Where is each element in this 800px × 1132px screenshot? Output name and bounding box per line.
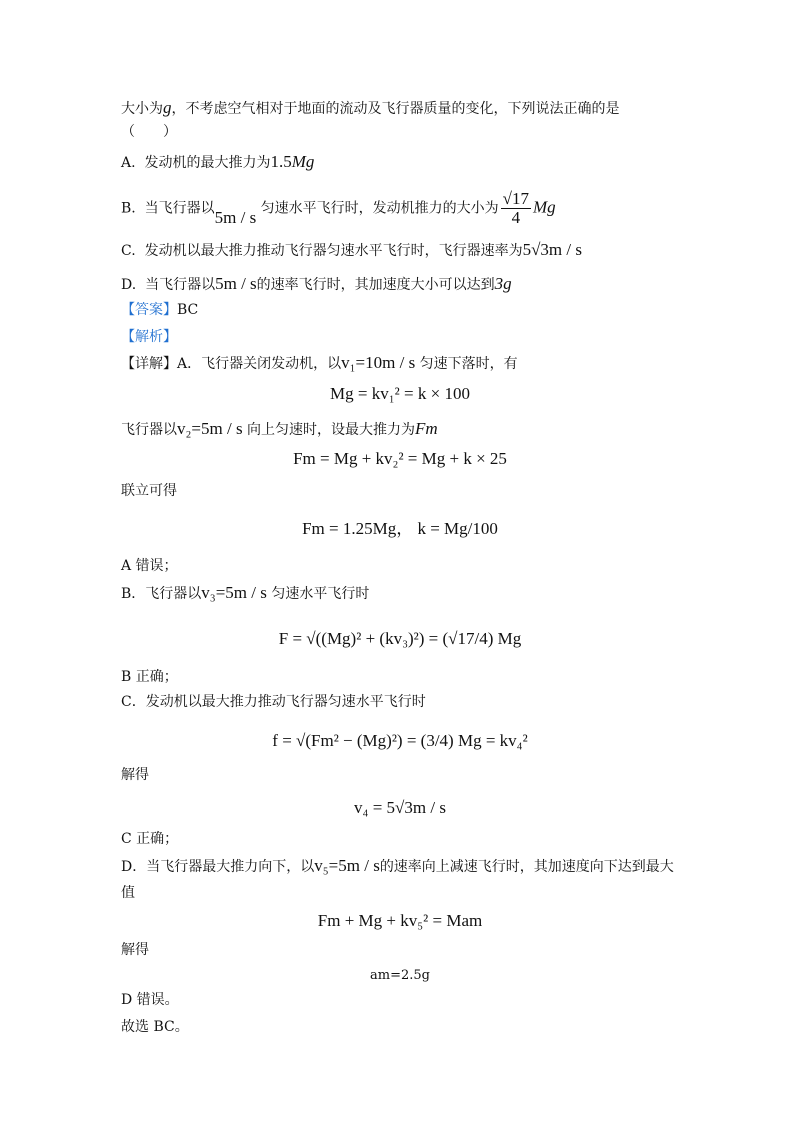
equation-2: Fm = Mg + kv₂² = Mg + k × 25 xyxy=(293,449,507,468)
answer-value: BC xyxy=(177,302,199,318)
detail-d-v5: v₅=5m / s xyxy=(314,856,380,875)
equation-8: am=2.5g xyxy=(370,968,430,983)
a-wrong: A 错误； xyxy=(121,558,178,574)
option-c-text: 发动机以最大推力推动飞行器匀速水平飞行时，飞行器速率为 xyxy=(144,243,523,259)
intro-line xyxy=(121,98,620,119)
detail-a-v1: v₁=10m / s xyxy=(341,353,416,372)
answer-line xyxy=(121,300,198,320)
detail-fm: Fm xyxy=(415,419,438,438)
option-b-numerator: √17 xyxy=(502,189,530,208)
intro-text-post: ，不考虑空气相对于地面的流动及飞行器质量的变化，下列说法正确的是 xyxy=(171,101,620,117)
detail-a-intro xyxy=(121,353,518,374)
detail-a-intro2: 匀速下落时，有 xyxy=(419,356,518,372)
option-c-label: C. xyxy=(121,243,136,259)
detail-b-v3: v₃=5m / s xyxy=(201,583,267,602)
question-paren: （ ） xyxy=(121,124,177,140)
detail-d-intro3: 值 xyxy=(121,885,135,901)
detail-tag: 【详解】 xyxy=(121,356,177,372)
detail-a-v2: v₂=5m / s xyxy=(177,419,243,438)
option-a-mg: Mg xyxy=(291,152,315,171)
detail-a-intro1: A．飞行器关闭发动机，以 xyxy=(177,356,342,372)
equation-7: Fm + Mg + kv₅² = Mam xyxy=(317,911,483,930)
detail-a-line2 xyxy=(121,419,438,440)
intro-text-pre: 大小为 xyxy=(121,101,163,117)
option-a-label: A. xyxy=(121,155,136,171)
detail-d-intro2: 的速率向上减速飞行时，其加速度向下达到最大 xyxy=(379,859,674,875)
detail-b-intro2: 匀速水平飞行时 xyxy=(271,586,370,602)
detail-d-intro xyxy=(121,856,674,877)
equation-5: f = √(Fm² − (Mg)²) = (3/4) Mg = kv₄² xyxy=(272,731,528,750)
detail-c-intro: C．发动机以最大推力推动飞行器匀速水平飞行时 xyxy=(121,694,426,710)
option-a xyxy=(121,152,314,173)
option-d-text1: 当飞行器以 xyxy=(145,277,216,293)
option-a-text: 发动机的最大推力为 xyxy=(144,155,271,171)
option-b-denominator: 4 xyxy=(511,208,521,227)
option-c-value: 5√3m / s xyxy=(522,240,582,259)
equation-6: v₄ = 5√3m / s xyxy=(354,798,446,817)
b-right: B 正确； xyxy=(121,669,178,685)
analysis-tag-text: 【解析】 xyxy=(121,329,177,345)
option-d-text2: 的速率飞行时，其加速度大小可以达到 xyxy=(256,277,495,293)
option-b-text1: 当飞行器以 xyxy=(144,200,215,217)
conclusion: 故选 BC。 xyxy=(121,1019,189,1035)
option-b-mg: Mg xyxy=(533,197,556,217)
lianli-text: 联立可得 xyxy=(121,483,177,499)
option-b-fraction xyxy=(501,190,531,227)
detail-a-line2-post: 向上匀速时，设最大推力为 xyxy=(247,422,416,438)
option-b xyxy=(121,190,556,227)
option-d xyxy=(121,274,512,295)
analysis-tag xyxy=(121,327,177,347)
detail-b-intro xyxy=(121,583,369,604)
jiede-2: 解得 xyxy=(121,942,149,958)
equation-3: Fm = 1.25Mg， k = Mg/100 xyxy=(302,519,498,538)
intro-g: g xyxy=(163,98,172,117)
option-d-value: 3g xyxy=(494,274,512,293)
equation-4: F = √((Mg)² + (kv₃)²) = (√17/4) Mg xyxy=(278,629,522,648)
answer-tag: 【答案】 xyxy=(121,302,177,318)
jiede-1: 解得 xyxy=(121,767,149,783)
detail-d-intro1: D．当飞行器最大推力向下，以 xyxy=(121,859,315,875)
detail-b-intro1: B．飞行器以 xyxy=(121,586,202,602)
equation-3b: k = Mg/100 xyxy=(417,519,498,538)
option-b-text2: 匀速水平飞行时，发动机推力的大小为 xyxy=(260,200,499,217)
option-b-label: B. xyxy=(121,200,136,217)
c-right: C 正确； xyxy=(121,831,179,847)
d-wrong: D 错误。 xyxy=(121,992,179,1008)
option-b-speed: 5m / s xyxy=(214,207,257,227)
option-c xyxy=(121,240,582,261)
option-d-label: D. xyxy=(121,277,137,293)
detail-a-line2-pre: 飞行器以 xyxy=(121,422,177,438)
equation-1: Mg = kv₁² = k × 100 xyxy=(330,384,470,403)
option-d-speed: 5m / s xyxy=(215,274,257,293)
equation-3a: Fm = 1.25Mg xyxy=(302,519,397,538)
option-a-value: 1.5 xyxy=(270,152,292,171)
